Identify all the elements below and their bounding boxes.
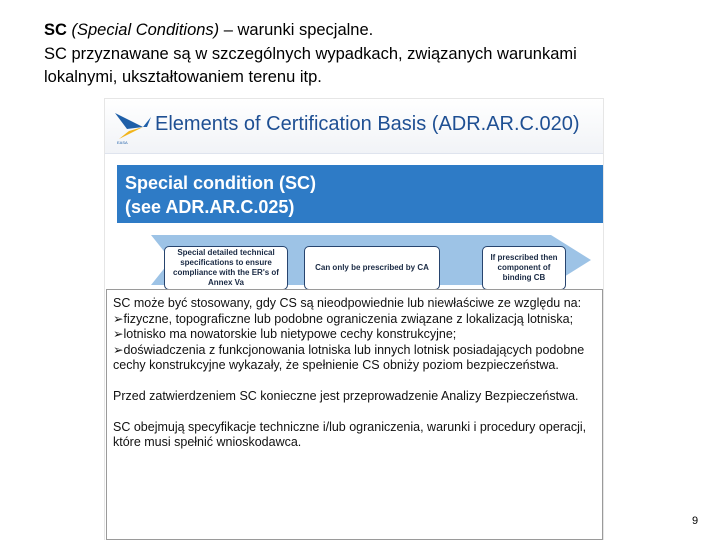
slide-title: Elements of Certification Basis (ADR.AR.C.020): [155, 113, 580, 135]
bullet-item-novel-features: ➢ lotnisko ma nowatorskie lub nietypowe cechy konstrukcyjne;: [113, 327, 602, 343]
safety-analysis-paragraph: Przed zatwierdzeniem SC konieczne jest przeprowadzenie Analizy Bezpieczeństwa.: [113, 388, 579, 403]
svg-text:EASA: EASA: [117, 140, 128, 145]
intro-line-1: [44, 19, 684, 43]
page-number: 9: [692, 515, 699, 527]
bullet-item-experience: ➢ doświadczenia z funkcjonowania lotniska lub innych lotnisk posiadających podobne cechy konstrukcyjne wykazały, że spełnienie CS obniży poziom bezpieczeństwa.: [113, 343, 602, 374]
intro-line-2: SC przyznawane są w szczególnych wypadkach, związanych warunkami: [44, 44, 577, 63]
sc-expansion: (Special Conditions): [66, 21, 224, 39]
bullet-item-physical: ➢ fizyczne, topograficzne lub podobne ograniczenia związane z lokalizacją lotniska;: [113, 312, 602, 328]
intro-line-3: lokalnymi, ukształtowaniem terenu itp.: [44, 68, 322, 86]
slide-header: [105, 99, 603, 154]
sc-abbreviation: SC: [44, 21, 67, 39]
sc-scope-paragraph: SC obejmują specyfikacje techniczne i/lub ograniczenia, warunki i procedury operacji, które musi spełnić wnioskodawca.: [113, 419, 587, 450]
sc-usage-paragraph: SC może być stosowany, gdy CS są nieodpowiednie lub niewłaściwe ze względu na:: [113, 296, 582, 310]
special-condition-box: [117, 165, 603, 223]
flow-box-specifications: Special detailed technical specifications to ensure compliance with the ER's of Annex Va: [164, 246, 288, 290]
sc-definition: – warunki specjalne.: [223, 21, 374, 39]
spacer: [113, 405, 602, 420]
sc-box-line-1: Special condition (SC): [125, 173, 317, 193]
sc-box-line-2: (see ADR.AR.C.025): [125, 197, 295, 217]
flow-box-prescribed-by-ca: Can only be prescribed by CA: [304, 246, 440, 290]
intro-text: [44, 19, 684, 90]
sc-description-box: [106, 289, 603, 540]
spacer: [113, 374, 602, 389]
easa-logo-icon: [113, 109, 153, 145]
flow-box-binding-cb: If prescribed then component of binding CB: [482, 246, 566, 290]
